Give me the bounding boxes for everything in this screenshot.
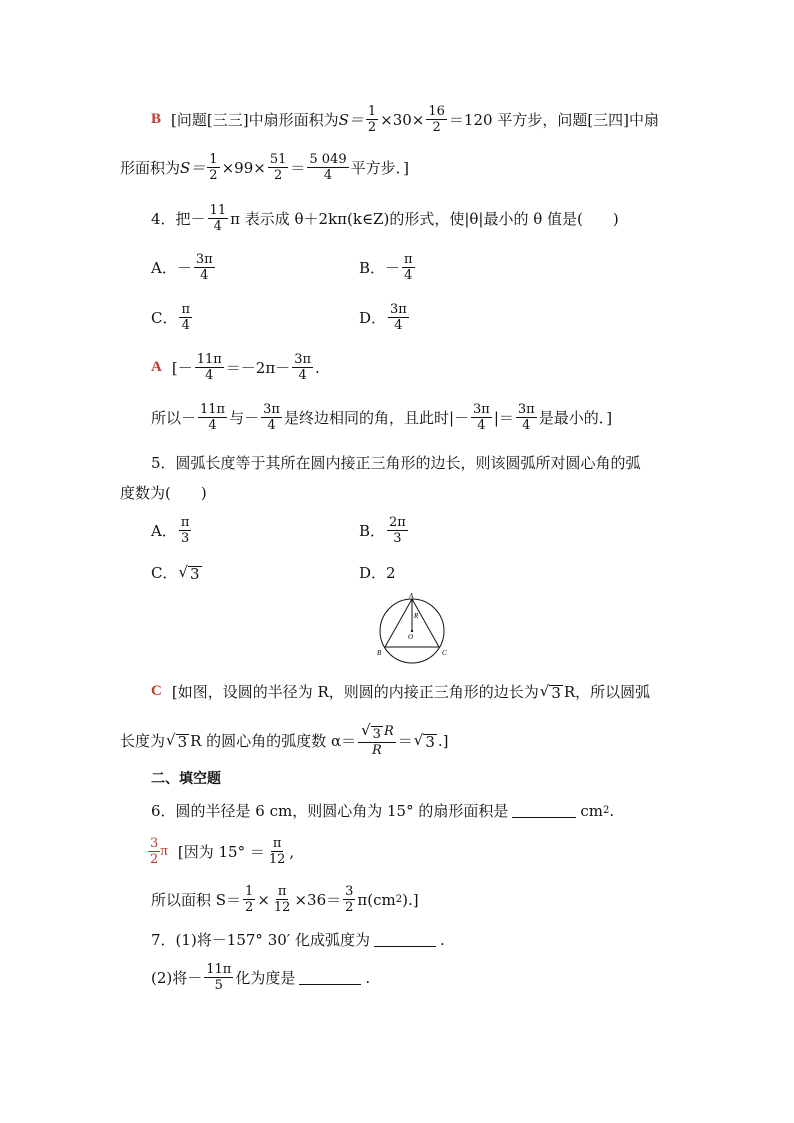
fraction: $\frac{1}{2}$ (367, 104, 377, 135)
q5-answer-line1: C [如图，设圆的半径为 R，则圆的内接正三角形的边长为 √ 3 R，所以圆弧 (151, 682, 651, 702)
fraction: $\frac{11}{4}$ (209, 203, 227, 234)
q7-part2: (2)将－ $\frac{11\pi}{5}$ 化为度是 . (151, 962, 371, 993)
label-c: C (442, 649, 447, 657)
answer-blank[interactable] (299, 970, 361, 985)
fraction: $\frac{11\pi}{4}$ (200, 402, 226, 433)
answer-blank[interactable] (512, 803, 576, 818)
fraction: $\frac{11\pi}{5}$ (206, 962, 232, 993)
q4-option-d[interactable]: D． $\frac{3\pi}{4}$ (359, 302, 407, 333)
q5-option-b[interactable]: B． $\frac{2\pi}{3}$ (359, 515, 406, 546)
center-point (411, 630, 413, 632)
q4-answer-line1: A [－ $\frac{11\pi}{4}$ ＝－2π－ $\frac{3\pi}{4}$ . (151, 352, 320, 383)
answer-letter: B (151, 111, 162, 127)
q6-answer-line2: 所以面积 S＝ $\frac{1}{2}$ × $\frac{\pi}{12}$ ×36＝ $\frac{3}{2}$ π(cm 2 ).] (151, 884, 419, 915)
inscribed-triangle-figure (372, 592, 456, 664)
fraction: √ 3 R R (358, 723, 396, 758)
q7-part1: 7．(1)将－157° 30′ 化成弧度为 . (151, 930, 445, 949)
q5-option-c[interactable]: C． √ 3 (151, 563, 200, 583)
q5-stem-line2: 度数为( ) (120, 484, 207, 502)
label-a: A (409, 592, 414, 600)
fraction: $\frac{3\pi}{4}$ (517, 402, 535, 433)
q3-answer-line1: B [问题[三三]中扇形面积为 S＝ $\frac{1}{2}$ ×30× $\frac{16}{2}$ ＝120 平方步，问题[三四]中扇 (151, 104, 660, 135)
q4-stem: 4．把－ $\frac{11}{4}$ π 表示成 θ＋2kπ(k∈Z)的形式，使|θ|最小的 θ 值是( ) (151, 203, 619, 234)
q6-stem: 6．圆的半径是 6 cm，则圆心角为 15° 的扇形面积是 cm 2 . (151, 801, 615, 820)
q5-option-d[interactable]: D．2 (359, 564, 396, 582)
q4-answer-line2: 所以－ $\frac{11\pi}{4}$ 与－ $\frac{3\pi}{4}$ 是终边相同的角，且此时|－ $\frac{3\pi}{4}$ |＝ $\frac{3\pi}{4}$ 是最小的．] (151, 402, 613, 433)
q5-stem-line1: 5．圆弧长度等于其所在圆内接正三角形的边长，则该圆弧所对圆心角的弧 (151, 454, 641, 472)
fraction: $\frac{\pi}{4}$ (404, 252, 413, 283)
q4-option-c[interactable]: C． $\frac{\pi}{4}$ (151, 302, 191, 333)
fraction: $\frac{3\pi}{4}$ (390, 302, 407, 333)
fraction: $\frac{51}{2}$ (269, 152, 287, 183)
sqrt: √ 3 (166, 731, 188, 751)
q4-option-b[interactable]: B．－ $\frac{\pi}{4}$ (359, 252, 413, 283)
sqrt: √ 3 (178, 563, 200, 583)
section-title: 二、填空题 (151, 770, 221, 786)
fraction: $\frac{16}{2}$ (428, 104, 445, 135)
fraction: $\frac{3}{2}$ (345, 884, 354, 915)
q5-option-a[interactable]: A． $\frac{\pi}{3}$ (151, 515, 190, 546)
label-b: B (377, 649, 382, 657)
q3-answer-line2: 形面积为 S＝ $\frac{1}{2}$ ×99× $\frac{51}{2}$ ＝ $\frac{5 049}{4}$ 平方步．] (120, 152, 409, 183)
fraction: $\frac{1}{2}$ (245, 884, 254, 915)
q6-answer-line1: $\frac{3}{2}$ π [因为 15° ＝ $\frac{\pi}{12}$ , (150, 836, 295, 867)
fraction: $\frac{3\pi}{4}$ (195, 252, 213, 283)
answer-fraction: $\frac{3}{2}$ (150, 836, 159, 867)
fraction: $\frac{11\pi}{4}$ (196, 352, 222, 383)
fraction: $\frac{\pi}{3}$ (180, 515, 190, 546)
fraction: $\frac{5 049}{4}$ (309, 152, 347, 183)
fraction: $\frac{\pi}{4}$ (181, 302, 191, 333)
answer-blank[interactable] (374, 932, 436, 947)
fraction: $\frac{3\pi}{4}$ (263, 402, 280, 433)
fraction: $\frac{\pi}{12}$ (268, 836, 286, 867)
answer-letter: C (151, 683, 162, 699)
sqrt: √ 3 (413, 731, 435, 751)
answer-letter: A (151, 359, 162, 375)
q4-option-a[interactable]: A．－ $\frac{3\pi}{4}$ (151, 252, 213, 283)
label-o: O (408, 633, 414, 641)
q5-answer-line2: 长度为 √ 3 R 的圆心角的弧度数 α＝ √ 3 R R ＝ √ 3 .] (120, 721, 449, 758)
fraction: $\frac{\pi}{12}$ (273, 884, 291, 915)
fraction: $\frac{3\pi}{4}$ (294, 352, 312, 383)
fraction: $\frac{1}{2}$ (209, 152, 218, 183)
label-r: R (414, 612, 419, 620)
fraction: $\frac{2\pi}{3}$ (389, 515, 406, 546)
fraction: $\frac{3\pi}{4}$ (473, 402, 490, 433)
sqrt: √ 3 (539, 682, 561, 702)
